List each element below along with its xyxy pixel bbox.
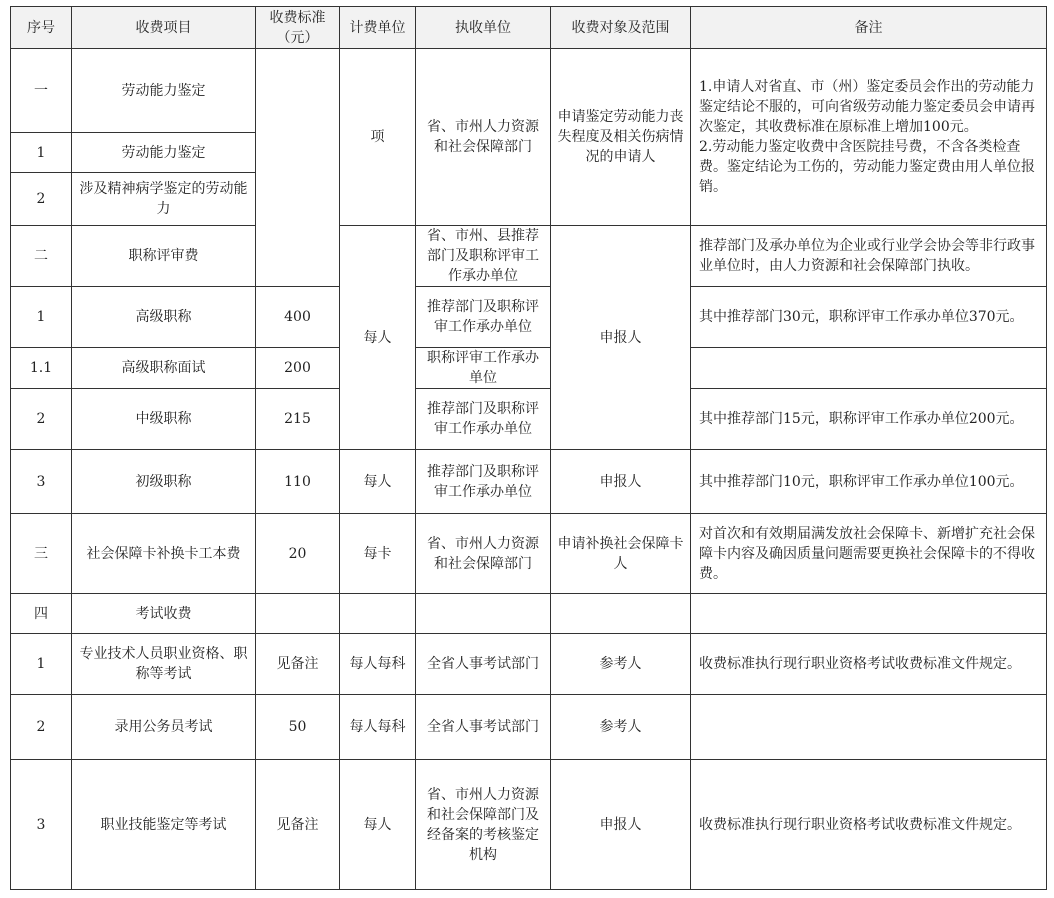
- row-item: 高级职称: [72, 287, 256, 348]
- table-row: [11, 594, 1047, 634]
- row-index: 3: [11, 760, 72, 890]
- row-index: 1: [11, 287, 72, 348]
- row-item: 高级职称面试: [72, 348, 256, 389]
- row-unit: [340, 594, 416, 634]
- row-agency: 全省人事考试部门: [416, 634, 551, 695]
- row-index: 2: [11, 173, 72, 226]
- row-note: [691, 695, 1047, 760]
- header-unit: 计费单位: [340, 7, 416, 49]
- header-row: [11, 7, 1047, 49]
- header-note: 备注: [691, 7, 1047, 49]
- row-index: 1: [11, 634, 72, 695]
- table-row: [11, 695, 1047, 760]
- table-row: [11, 634, 1047, 695]
- row-agency: 省、市州人力资源和社会保障部门: [416, 49, 551, 226]
- header-item: 收费项目: [72, 7, 256, 49]
- row-target: [551, 594, 691, 634]
- row-unit: 每人: [340, 760, 416, 890]
- row-target: 申报人: [551, 450, 691, 514]
- header-agency: 执收单位: [416, 7, 551, 49]
- header-fee: 收费标准（元）: [256, 7, 340, 49]
- row-note: 收费标准执行现行职业资格考试收费标准文件规定。: [691, 634, 1047, 695]
- row-index: 二: [11, 226, 72, 287]
- row-item: 职业技能鉴定等考试: [72, 760, 256, 890]
- row-fee: 50: [256, 695, 340, 760]
- row-fee: 110: [256, 450, 340, 514]
- table-row: [11, 450, 1047, 514]
- header-target: 收费对象及范围: [551, 7, 691, 49]
- row-fee: 见备注: [256, 760, 340, 890]
- table-row: [11, 760, 1047, 890]
- row-note: 其中推荐部门30元，职称评审工作承办单位370元。: [691, 287, 1047, 348]
- row-fee: 200: [256, 348, 340, 389]
- row-item: 考试收费: [72, 594, 256, 634]
- row-item: 涉及精神病学鉴定的劳动能力: [72, 173, 256, 226]
- row-item: 专业技术人员职业资格、职称等考试: [72, 634, 256, 695]
- table-row: [11, 514, 1047, 594]
- row-target: 申报人: [551, 226, 691, 450]
- row-unit: 项: [340, 49, 416, 226]
- row-unit: 每卡: [340, 514, 416, 594]
- row-agency: 推荐部门及职称评审工作承办单位: [416, 450, 551, 514]
- row-fee: [256, 49, 340, 287]
- row-agency: 省、市州人力资源和社会保障部门及经备案的考核鉴定机构: [416, 760, 551, 890]
- row-fee: 215: [256, 389, 340, 450]
- row-note: [691, 594, 1047, 634]
- row-index: 2: [11, 695, 72, 760]
- row-index: 2: [11, 389, 72, 450]
- row-item: 初级职称: [72, 450, 256, 514]
- row-note: [691, 348, 1047, 389]
- row-unit: 每人: [340, 450, 416, 514]
- row-item: 社会保障卡补换卡工本费: [72, 514, 256, 594]
- row-item: 中级职称: [72, 389, 256, 450]
- row-fee: 20: [256, 514, 340, 594]
- row-agency: [416, 594, 551, 634]
- row-unit: 每人每科: [340, 695, 416, 760]
- table-row: [11, 226, 1047, 287]
- fee-table: [10, 6, 1047, 890]
- row-fee: [256, 594, 340, 634]
- row-target: 申请鉴定劳动能力丧失程度及相关伤病情况的申请人: [551, 49, 691, 226]
- table-row: [11, 389, 1047, 450]
- row-index: 四: [11, 594, 72, 634]
- row-fee: 见备注: [256, 634, 340, 695]
- row-fee: 400: [256, 287, 340, 348]
- row-unit: 每人: [340, 226, 416, 450]
- row-agency: 全省人事考试部门: [416, 695, 551, 760]
- row-agency: 省、市州人力资源和社会保障部门: [416, 514, 551, 594]
- row-target: 申报人: [551, 760, 691, 890]
- row-agency: 职称评审工作承办单位: [416, 348, 551, 389]
- row-note: 其中推荐部门10元，职称评审工作承办单位100元。: [691, 450, 1047, 514]
- row-item: 职称评审费: [72, 226, 256, 287]
- row-item: 劳动能力鉴定: [72, 49, 256, 133]
- row-note: 对首次和有效期届满发放社会保障卡、新增扩充社会保障卡内容及确因质量问题需要更换社会保障卡的不得收费。: [691, 514, 1047, 594]
- row-index: 3: [11, 450, 72, 514]
- row-item: 录用公务员考试: [72, 695, 256, 760]
- row-index: 1.1: [11, 348, 72, 389]
- row-target: 参考人: [551, 634, 691, 695]
- table-row: [11, 348, 1047, 389]
- row-item: 劳动能力鉴定: [72, 133, 256, 173]
- header-index: 序号: [11, 7, 72, 49]
- row-unit: 每人每科: [340, 634, 416, 695]
- table-row: [11, 287, 1047, 348]
- row-note: 推荐部门及承办单位为企业或行业学会协会等非行政事业单位时，由人力资源和社会保障部门执收。: [691, 226, 1047, 287]
- row-agency: 推荐部门及职称评审工作承办单位: [416, 287, 551, 348]
- row-note: 1.申请人对省直、市（州）鉴定委员会作出的劳动能力鉴定结论不服的，可向省级劳动能力鉴定委员会申请再次鉴定，其收费标准在原标准上增加100元。 2.劳动能力鉴定收费中含医院挂号费，不含各类检查费。鉴定结论为工伤的，劳动能力鉴定费由用人单位报销。: [691, 49, 1047, 226]
- table-row: [11, 49, 1047, 133]
- row-agency: 推荐部门及职称评审工作承办单位: [416, 389, 551, 450]
- row-index: 1: [11, 133, 72, 173]
- row-index: 一: [11, 49, 72, 133]
- row-note: 收费标准执行现行职业资格考试收费标准文件规定。: [691, 760, 1047, 890]
- row-note: 其中推荐部门15元，职称评审工作承办单位200元。: [691, 389, 1047, 450]
- row-index: 三: [11, 514, 72, 594]
- row-target: 申请补换社会保障卡人: [551, 514, 691, 594]
- row-target: 参考人: [551, 695, 691, 760]
- row-agency: 省、市州、县推荐部门及职称评审工作承办单位: [416, 226, 551, 287]
